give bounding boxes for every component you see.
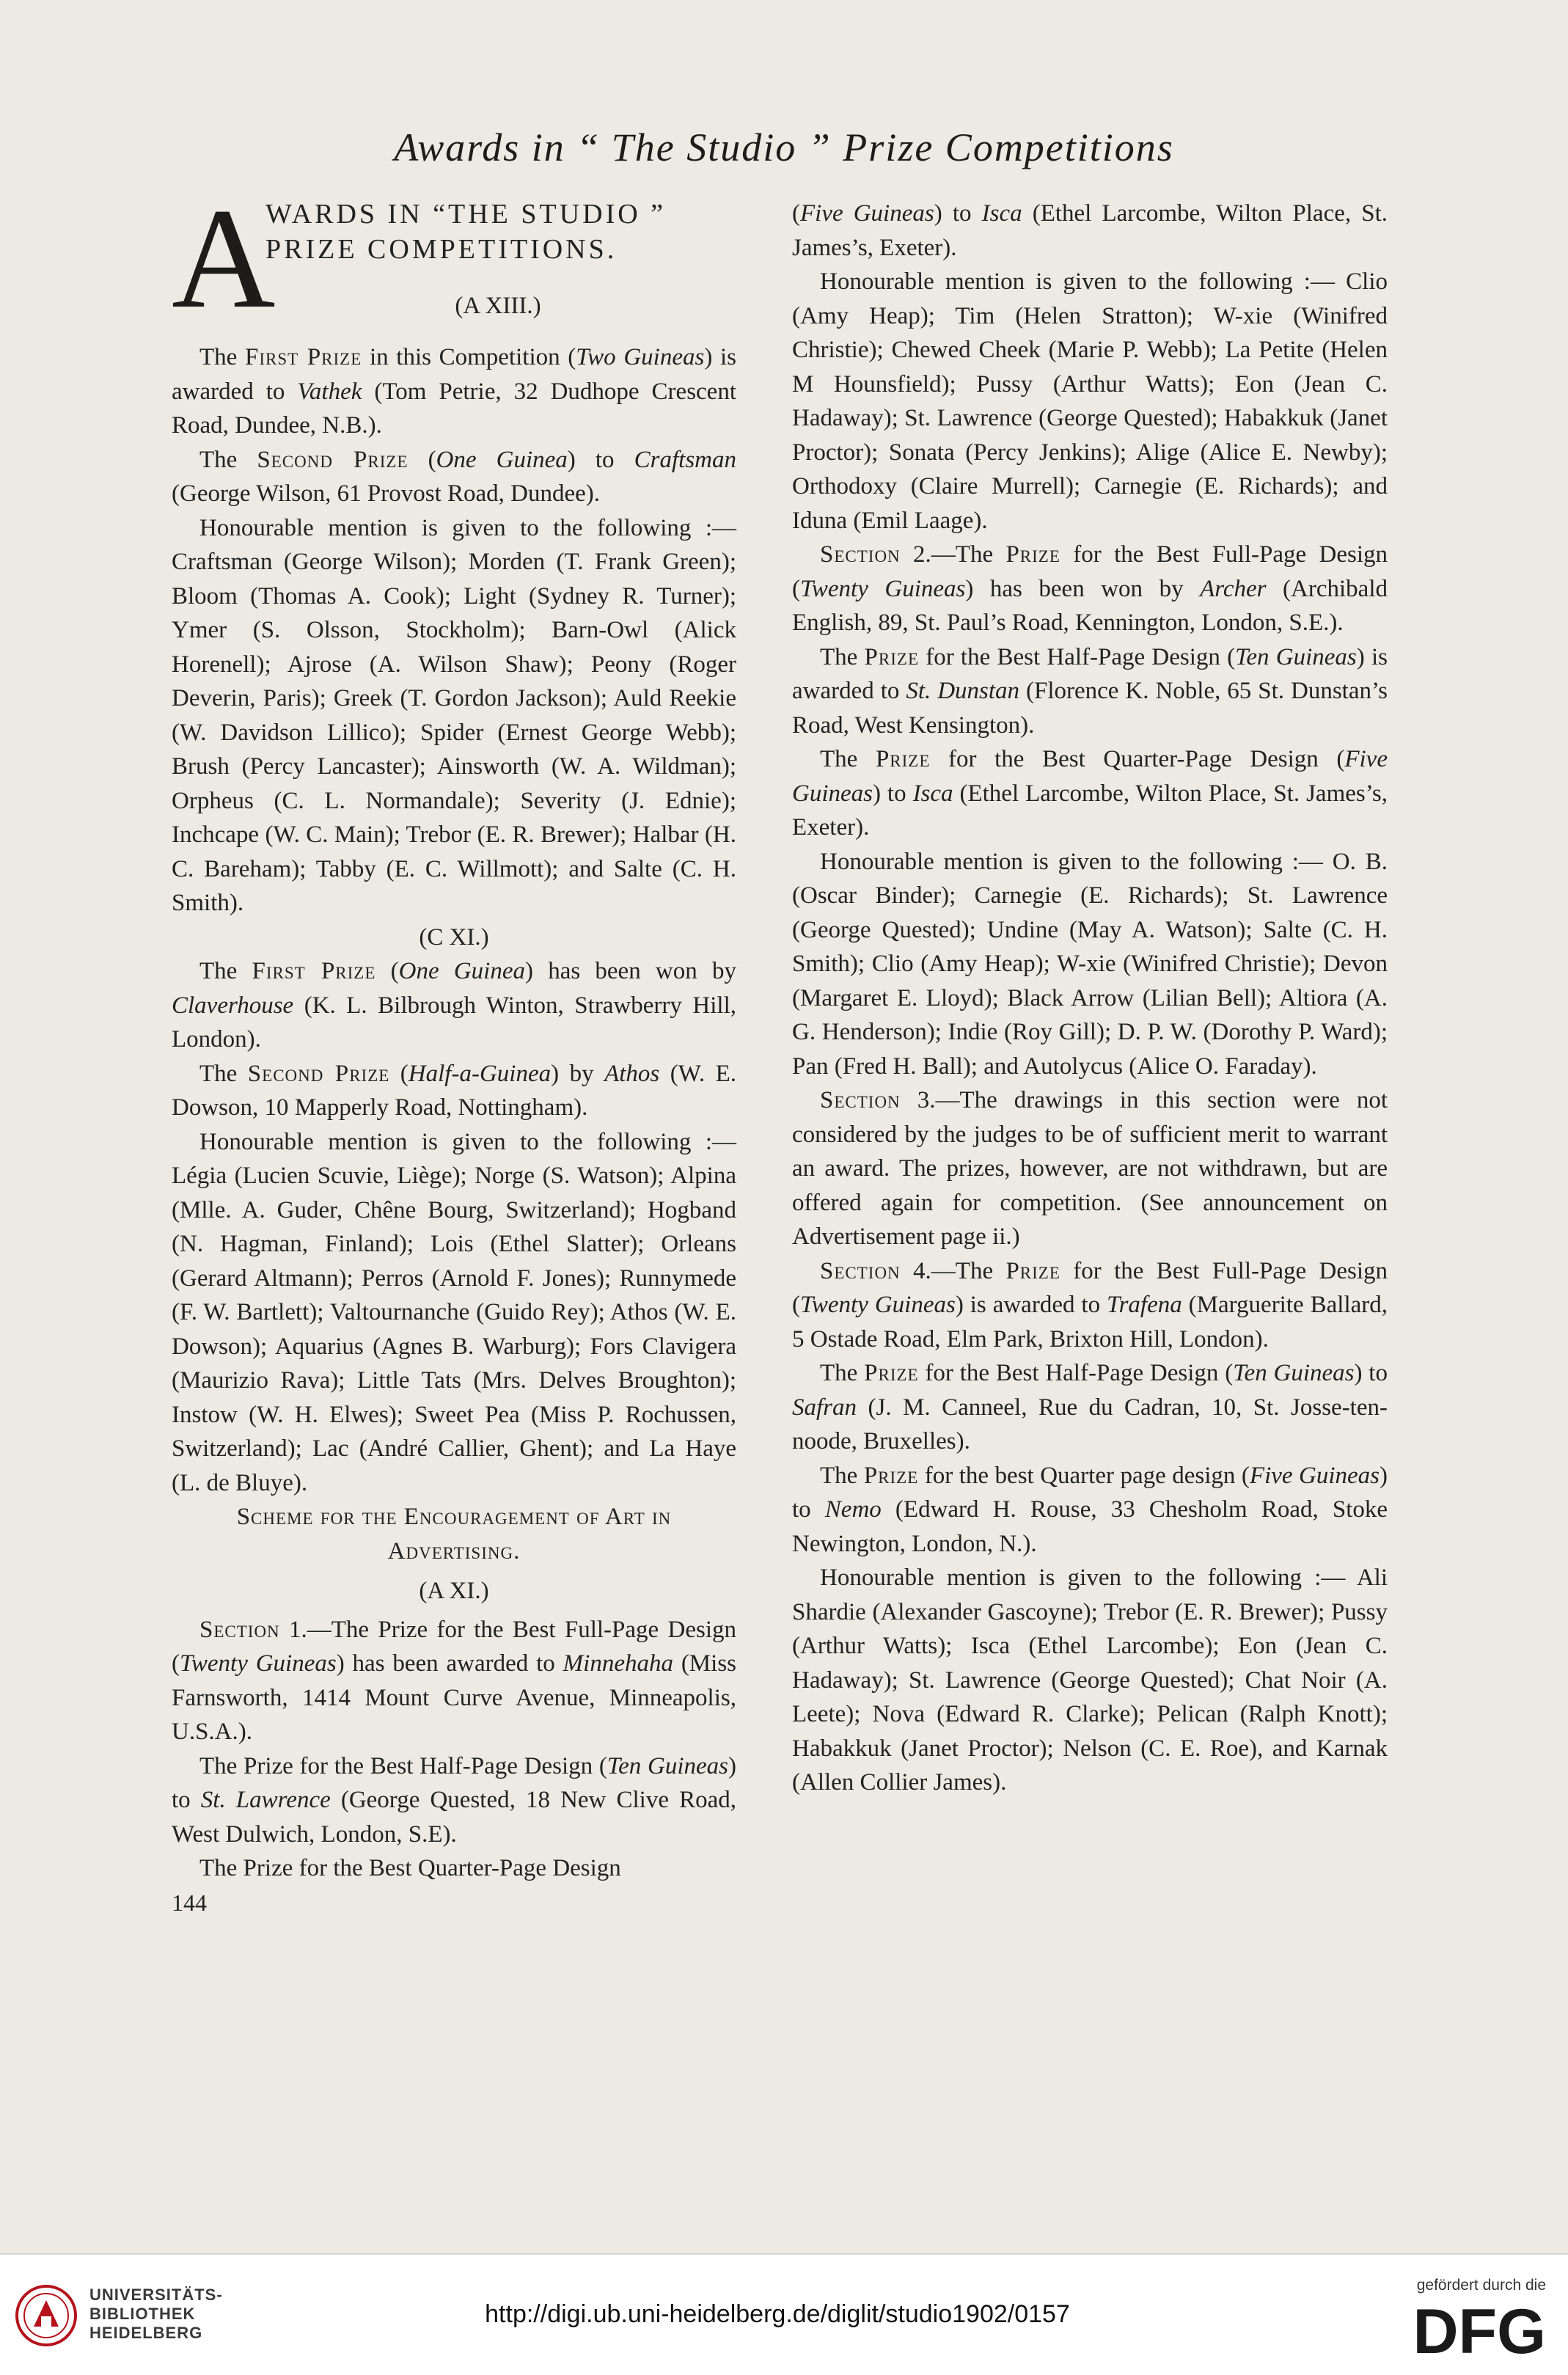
paragraph-section-2-full-page: Section 2.—The Prize for the Best Full-Page Design (Twenty Guineas) has been won by Archer (Archibald English, 89, St. Paul’s Road, Kennington, London, S.E.). [792, 541, 1388, 636]
university-seal-icon [15, 2284, 78, 2347]
title-line-2: PRIZE COMPETITIONS. [265, 234, 618, 265]
paragraph-c11-second-prize: The Second Prize (Half-a-Guinea) by Athos (W. E. Dowson, 10 Mapperly Road, Nottingham). [172, 1060, 736, 1121]
title-line-1: WARDS IN “THE STUDIO ” [265, 199, 667, 230]
paragraph-section-2-honourable-mention: Honourable mention is given to the following :— O. B. (Oscar Binder); Carnegie (E. Richards); St. Lawrence (George Quested); Undine (May A. Watson); Salte (C. H. Smith); Clio (Amy Heap); W-xie (Winifred Christie); Devon (Margaret E. Lloyd); Black Arrow (Lilian Bell); Altiora (A. G. Henderson); Indie (Roy Gill); D. P. W. (Dorothy P. Ward); Pan (Fred H. Ball); and Autolycus (Alice O. Faraday). [792, 848, 1388, 1080]
library-logo-text: UNIVERSITÄTS- BIBLIOTHEK HEIDELBERG [89, 2286, 223, 2342]
scheme-heading-line-1: Scheme for the Encouragement of Art in [236, 1504, 672, 1530]
page-number: 144 [172, 1889, 207, 1916]
paragraph-a11-quarter-page: The Prize for the Best Quarter-Page Design [199, 1855, 621, 1881]
running-head: Awards in “ The Studio ” Prize Competitions [394, 125, 1174, 169]
section-heading-a11: (A XI.) [419, 1578, 489, 1604]
paragraph-section-2-quarter-page: The Prize for the Best Quarter-Page Design (Five Guineas) to Isca (Ethel Larcombe, Wilton Place, St. James’s, Exeter). [792, 746, 1388, 841]
paragraph-a11-half-page: The Prize for the Best Half-Page Design (Ten Guineas) to St. Lawrence (George Quested, 18 New Clive Road, West Dulwich, London, S.E). [172, 1752, 737, 1848]
article-title [172, 179, 736, 338]
paragraph-c11-honourable-mention: Honourable mention is given to the following :— Légia (Lucien Scuvie, Liège); Norge (S. Watson); Alpina (Mlle. A. Guder, Chêne Bourg, Switzerland); Hogband (N. Hagman, Finland); Lois (Ethel Slatter); Orleans (Gerard Altmann); Perros (Arnold F. Jones); Runnymede (F. W. Bartlett); Valtournanche (Guido Rey); Athos (W. E. Dowson); Aquarius (Agnes B. Warburg); Fors Clavigera (Maurizio Rava); Little Tats (Mrs. Delves Broughton); Instow (W. H. Elwes); Sweet Pea (Miss P. Rochussen, Switzerland); Lac (André Callier, Ghent); and La Haye (L. de Bluye). [172, 1128, 736, 1496]
left-column [172, 179, 737, 1920]
paragraph-a13-second-prize: The Second Prize (One Guinea) to Craftsman (George Wilson, 61 Provost Road, Dundee). [172, 446, 736, 507]
section-heading-a13: (A XIII.) [455, 293, 541, 319]
paragraph-a13-honourable-mention: Honourable mention is given to the following :— Craftsman (George Wilson); Morden (T. Frank Green); Bloom (Thomas A. Cook); Light (Sydney R. Turner); Ymer (S. Olsson, Stockholm); Barn-Owl (Alick Horenell); Ajrose (A. Wilson Shaw); Peony (Roger Deverin, Paris); Greek (T. Gordon Jackson); Auld Reekie (W. Davidson Lillico); Spider (Ernest George Webb); Brush (Percy Lancaster); Ainsworth (W. A. Wildman); Orpheus (C. L. Normandale); Severity (J. Ednie); Inchcape (W. C. Main); Trebor (E. R. Brewer); Halbar (H. C. Bareham); Tabby (E. C. Willmott); and Salte (C. H. Smith). [172, 514, 736, 916]
svg-text:DFG: DFG [1413, 2300, 1546, 2360]
footer-bar [0, 2253, 1568, 2375]
paragraph-continued-quarter-page: (Five Guineas) to Isca (Ethel Larcombe, Wilton Place, St. James’s, Exeter). [792, 200, 1388, 261]
paragraph-section-4-half-page: The Prize for the Best Half-Page Design (Ten Guineas) to Safran (J. M. Canneel, Rue du Cadran, 10, St. Josse-ten-noode, Bruxelles). [792, 1360, 1388, 1454]
paragraph-c11-first-prize: The First Prize (One Guinea) has been won by Claverhouse (K. L. Bilbrough Winton, Strawberry Hill, London). [172, 958, 736, 1053]
sponsor-note: gefördert durch die [1416, 2277, 1546, 2294]
paragraph-section-4-full-page: Section 4.—The Prize for the Best Full-Page Design (Twenty Guineas) is awarded to Trafena (Marguerite Ballard, 5 Ostade Road, Elm Park, Brixton Hill, London). [792, 1257, 1388, 1353]
drop-cap: A [172, 179, 276, 338]
paragraph-section-3: Section 3.—The drawings in this section were not considered by the judges to be of sufficient merit to warrant an award. The prizes, however, are not withdrawn, but are offered again for competition. (See announcement on Advertisement page ii.) [792, 1087, 1388, 1250]
source-url-link[interactable]: http://digi.ub.uni-heidelberg.de/diglit/studio1902/0157 [485, 2300, 1070, 2328]
section-heading-c11: (C XI.) [419, 923, 489, 951]
paragraph-a11-section-1: Section 1.—The Prize for the Best Full-Page Design (Twenty Guineas) has been awarded to Minnehaha (Miss Farnsworth, 1414 Mount Curve Avenue, Minneapolis, U.S.A.). [172, 1616, 736, 1745]
paragraph-section-4-quarter-page: The Prize for the best Quarter page design (Five Guineas) to Nemo (Edward H. Rouse, 33 Chesholm Road, Stoke Newington, London, N.). [792, 1462, 1388, 1557]
right-column [792, 197, 1388, 1800]
paragraph-a11-honourable-mention: Honourable mention is given to the following :— Clio (Amy Heap); Tim (Helen Stratton); W-xie (Winifred Christie); Chewed Cheek (Marie P. Webb); La Petite (Helen M Hounsfield); Pussy (Arthur Watts); Eon (Jean C. Hadaway); St. Lawrence (George Quested); Habakkuk (Janet Proctor); Sonata (Percy Jenkins); Alige (Alice E. Newby); Orthodoxy (Claire Murrell); Carnegie (E. Richards); and Iduna (Emil Laage). [792, 268, 1388, 534]
dfg-logo-icon [1399, 2300, 1546, 2360]
scheme-heading-line-2: Advertising. [387, 1537, 521, 1565]
paragraph-a13-first-prize: The First Prize in this Competition (Two Guineas) is awarded to Vathek (Tom Petrie, 32 Dudhope Crescent Road, Dundee, N.B.). [172, 344, 737, 439]
paragraph-section-2-half-page: The Prize for the Best Half-Page Design (Ten Guineas) is awarded to St. Dunstan (Florence K. Noble, 65 St. Dunstan’s Road, West Kensington). [792, 643, 1388, 739]
paragraph-section-4-honourable-mention: Honourable mention is given to the following :— Ali Shardie (Alexander Gascoyne); Trebor (E. R. Brewer); Pussy (Arthur Watts); Isca (Ethel Larcombe); Eon (Jean C. Hadaway); St. Lawrence (George Quested); Chat Noir (A. Leete); Nova (Edward R. Clarke); Pelican (Ralph Knott); Habakkuk (Janet Proctor); Nelson (C. E. Roe), and Karnak (Allen Collier James). [792, 1565, 1388, 1796]
